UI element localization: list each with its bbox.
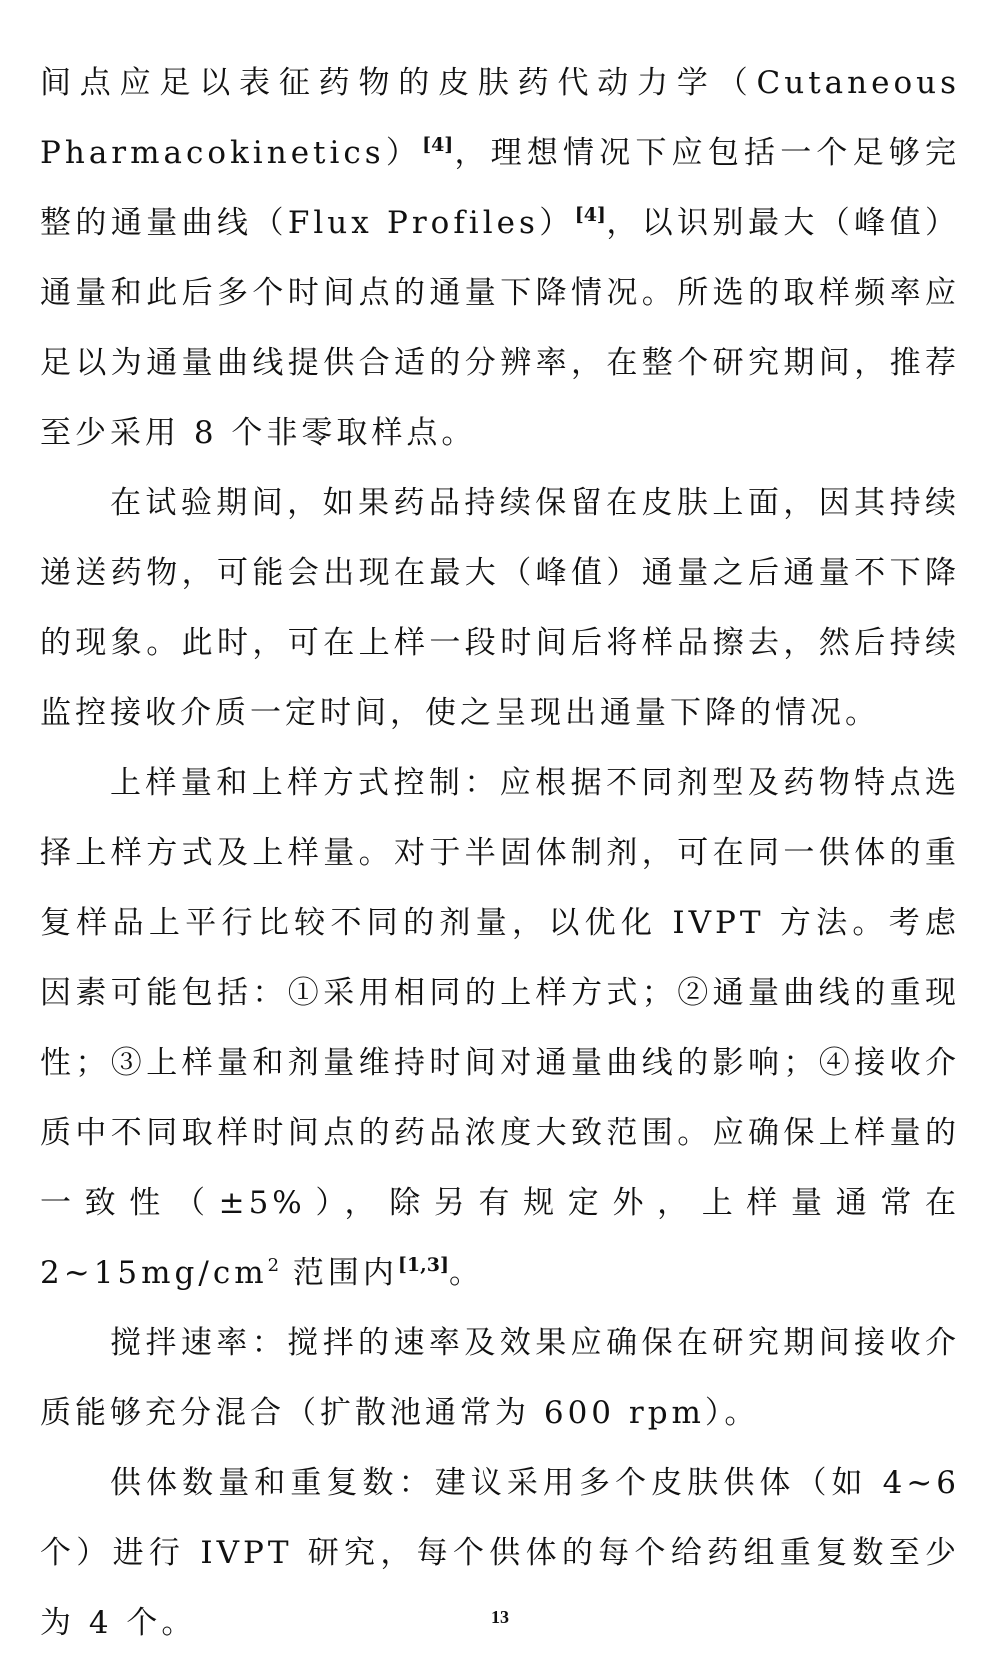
page-number: 13: [491, 1607, 509, 1627]
superscript-exponent: 2: [267, 1255, 280, 1276]
paragraph-text: 搅拌速率：搅拌的速率及效果应确保在研究期间接收介质能够充分混合（扩散池通常为 600 rpm）。: [40, 1325, 960, 1431]
citation: [4]: [422, 134, 454, 156]
paragraph-text: 在试验期间，如果药品持续保留在皮肤上面，因其持续递送药物，可能会出现在最大（峰值）通量之后通量不下降的现象。此时，可在上样一段时间后将样品擦去，然后持续监控接收介质一定时间，使之呈现出通量下降的情况。: [40, 485, 960, 731]
paragraph-text: 上样量和上样方式控制：应根据不同剂型及药物特点选择上样方式及上样量。对于半固体制剂，可在同一供体的重复样品上平行比较不同的剂量，以优化 IVPT 方法。考虑因素可能包括：①采用相同的上样方式；②通量曲线的重现性；③上样量和剂量维持时间对通量曲线的影响；④接收介质中不同取样时间点的药品浓度大致范围。应确保上样量的一致性（±5%），除另有规定外，上样量通常在 2~15mg/cm: [40, 765, 960, 1291]
paragraph-text: 范围内: [279, 1255, 398, 1291]
paragraph-text: 。: [448, 1255, 484, 1291]
paragraph-dose-application: [40, 748, 960, 1308]
paragraph-text: 间点应足以表征药物的皮肤药代动力学（Cutaneous Pharmacokinetics）: [40, 65, 960, 171]
citation: [1,3]: [397, 1254, 449, 1276]
paragraph-flux-decline: [40, 468, 960, 748]
paragraph-sampling-timepoints: [40, 48, 960, 468]
paragraph-text: ，以识别最大（峰值）通量和此后多个时间点的通量下降情况。所选的取样频率应足以为通量曲线提供合适的分辨率，在整个研究期间，推荐至少采用 8 个非零取样点。: [40, 205, 961, 451]
paragraph-text: 供体数量和重复数：建议采用多个皮肤供体（如 4~6 个）进行 IVPT 研究，每个供体的每个给药组重复数至少为 4 个。: [40, 1465, 960, 1641]
document-body: [40, 48, 960, 1658]
citation: [4]: [574, 204, 606, 226]
paragraph-stirring-rate: [40, 1308, 960, 1448]
paragraph-text: ，理想情况下应包括一个足够完整的通量曲线（Flux Profiles）: [40, 135, 961, 241]
